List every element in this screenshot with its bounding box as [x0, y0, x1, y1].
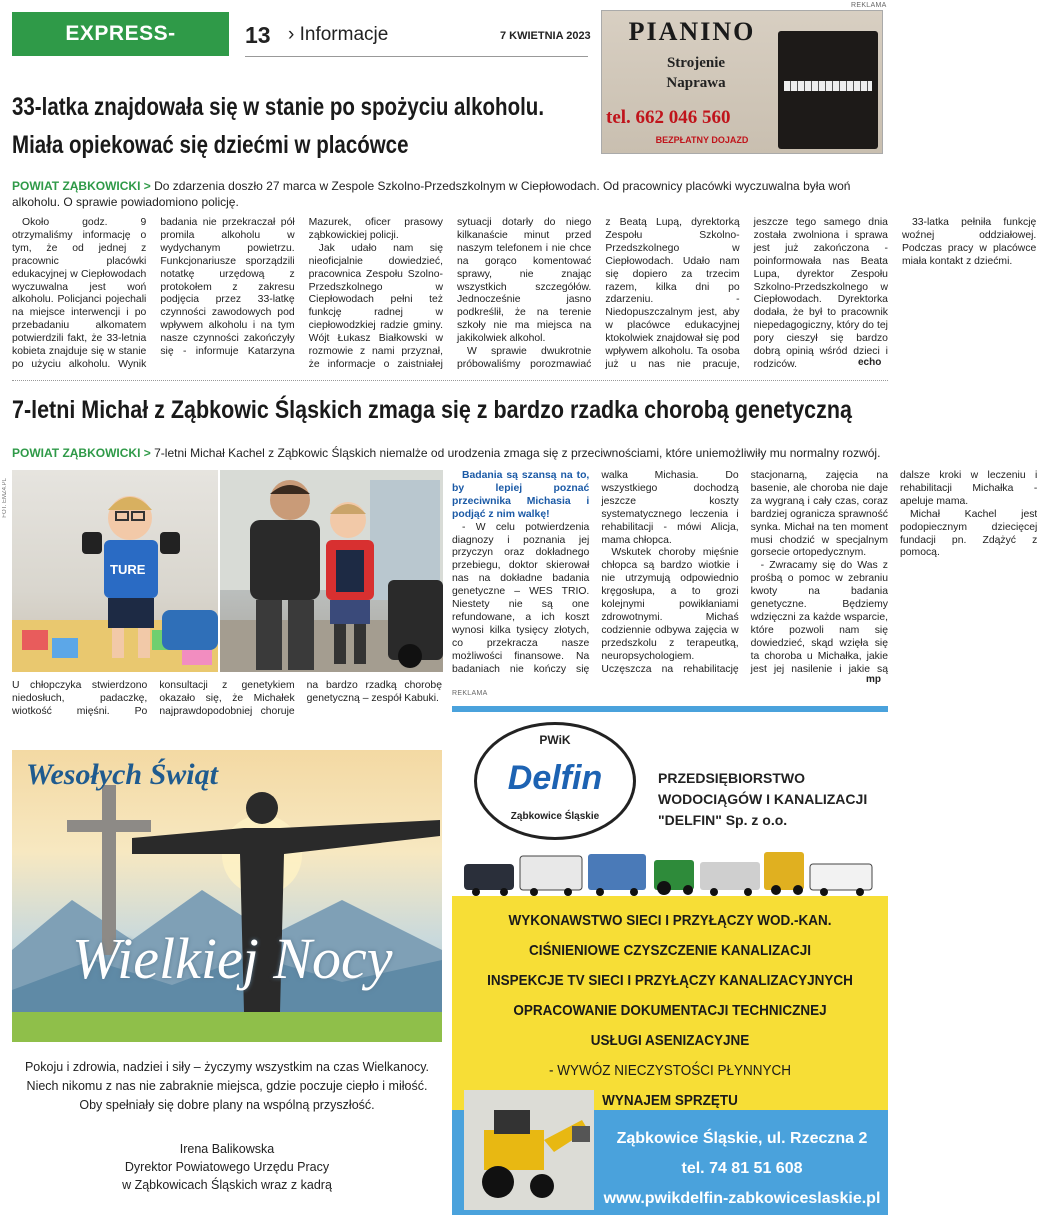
ad-label: REKLAMA	[452, 690, 488, 697]
pianino-title: PIANINO	[628, 17, 756, 46]
logo-abbr: PWiK	[539, 733, 571, 747]
photo-boy-exercising	[12, 470, 218, 672]
article2-signature: mp	[866, 674, 881, 685]
photo-boy-exercising-illustration	[12, 470, 218, 672]
company-name-line: WODOCIĄGÓW I KANALIZACJI	[658, 791, 868, 807]
ad-label: REKLAMA	[851, 2, 887, 9]
greeting-top-text: Wesołych Świąt	[26, 758, 218, 791]
company-phone: tel. 74 81 51 608	[681, 1160, 803, 1177]
article1-paragraph: W sprawie dwukrotnie próbowaliśmy porozmawiać z Beatą Lupą, dyrektorką Zespołu Szkolno-Przedszkolnego w Ciepłowodach. Udało nam się dopiero za trzecim razem, kilka dni po zdarzeniu. - Niedopuszczalnym jest, aby w placówce edukacyjnej ktokolwiek znajdował się pod wpływem alkoholu. Ta osoba już u nas nie pracuje, jeszcze tego samego dnia została zwolniona i sprawa jest już zakończona - poinformowała nas Beata Lupa, dyrektor Zespołu Szkolno-Przedszkolnego w Ciepłowodach. Dyrektorka dodała, że był to pracownik niepedagogiczny, który do tej pory cieszył się bardzo dobrą opinią wśród dzieci i rodziców.	[456, 217, 888, 370]
article1-signature: echo	[858, 357, 882, 368]
services-list	[452, 906, 888, 1116]
article2-highlight: Badania są szansą na to, by lepiej poznać przeciwnika Michasia i podjąć z nim walkę!	[452, 470, 590, 520]
article2-tag: POWIAT ZĄBKOWICKI >	[12, 446, 151, 460]
service-item: - WYWÓZ NIECZYSTOŚCI PŁYNNYCH	[548, 1062, 792, 1079]
article2-paragraph: Wskutek choroby mięśnie chłopca są bardzo wiotkie i nie utrzymują odpowiednio kręgosłupa, a to grozi kolejnymi powikłaniami zdrowotnymi. Michaś codziennie odbywa zajęcia w przedszkolu z terapeutką, neuropsychologiem. Uczęszcza na rehabilitację stacjonarną, zajęcia na basenie, ale choroba nie daje za wygraną i cały czas, coraz bardziej ogranicza sprawność synka. Michał na ten moment musi chodzić w specjalnym gorsecie ortopedycznym.	[601, 470, 888, 675]
article1-paragraph: 33-latka pełniła funkcję woźnej oddziałowej. Podczas pracy w placówce miała kontakt z dziećmi.	[901, 217, 1037, 267]
page-number: 13	[245, 22, 271, 48]
photo-boy-with-therapist-illustration	[220, 470, 443, 672]
signature-org: w Ząbkowicach Śląskich wraz z kadrą	[122, 1178, 332, 1192]
company-name	[658, 768, 867, 831]
wish-line: Pokoju i zdrowia, nadziei i siły – życzymy wszystkim na czas Wielkanocy.	[24, 1060, 430, 1074]
contact-info	[602, 1124, 882, 1214]
easter-signature	[12, 1140, 442, 1194]
article-divider	[12, 380, 888, 381]
pianino-phone: tel. 662 046 560	[606, 107, 731, 128]
article1-paragraph: Około godz. 9 otrzymaliśmy informację o tym, że od jednej z pracownic placówki edukacyjnej w Ciepłowodach wyczuwalna jest woń alkoholu. Policjanci pojechali na miejsce interwencji i po przebadaniu alkomatem potwierdzili fakt, że 33-letnia kobieta znajduje się w stanie po użyciu alkoholu. Wynik badania nie przekraczał pół promila alkoholu w wydychanym powietrzu. Funkcjonariusze sporządzili notatkę urzędową z protokołem z zakresu podjęcia przez 33-latkę czynności zawodowych pod wpływem alkoholu i na tym nasze czynności zakończyły się - informuje Katarzyna Mazurek, oficer prasowy ząbkowickiej policji.	[12, 217, 443, 370]
article2-headline: 7-letni Michał z Ząbkowic Śląskich zmaga się z bardzo rzadka chorobą genetyczną	[12, 396, 852, 424]
photo-credit: FOT. EMZ4.PL	[2, 478, 8, 518]
company-address: Ząbkowice Śląskie, ul. Rzeczna 2	[616, 1130, 868, 1147]
article1-lead-text: Do zdarzenia doszło 27 marca w Zespole Szkolno-Przedszkolnym w Ciepłowodach. Od pracownicy placówki wyczuwalna była woń alkoholu. O sprawie powiadomiono policję.	[12, 179, 851, 209]
section-name: › Informacje	[288, 24, 389, 45]
article1-headline-line2: Miała opiekować się dziećmi w placówce	[12, 131, 409, 159]
article2-lead-text: 7-letni Michał Kachel z Ząbkowic Śląskich niemalże od urodzenia zmaga się z przeciwnościami, które uniemożliwiły mu normalny rozwój.	[150, 446, 881, 460]
service-item: OPRACOWANIE DOKUMENTACJI TECHNICZNEJ	[513, 1002, 827, 1019]
pianino-service-1: Strojenie	[666, 55, 726, 71]
wish-line: Niech nikomu z nas nie zabraknie miejsca, gdzie poczuje ciepło i miłość.	[26, 1079, 428, 1093]
piano-keys-icon	[784, 81, 872, 91]
issue-date: 7 KWIETNIA 2023	[500, 30, 591, 42]
article2-paragraph: - W celu potwierdzenia diagnozy i poznania jej przyczyn oraz dokładnego przebiegu, doktor skierował nas na dokładne badania genetyczne – WES TRIO. Niestety nie są one refundowane, a ich koszt wynosi kilka tysięcy złotych, co przekracza nasze możliwości finansowe. Na badaniach nie kończy się walka Michasia. Do wszystkiego dochodzą jeszcze koszty systematycznego leczenia i rehabilitacji - mówi Alicja, mama chłopca.	[452, 470, 739, 675]
company-name-line: PRZEDSIĘBIORSTWO	[658, 770, 806, 786]
signature-role: Dyrektor Powiatowego Urzędu Pracy	[124, 1160, 330, 1174]
greeting-bottom-text: Wielkiej Nocy	[72, 926, 393, 991]
service-item: USŁUGI ASENIZACYJNE	[590, 1032, 750, 1049]
pianino-note: BEZPŁATNY DOJAZD	[655, 135, 749, 145]
pianino-advert	[601, 10, 883, 154]
article2-paragraph: - Zwracamy się do Was z prośbą o pomoc w zebraniu kwoty na badania genetyczne. Będziemy wdzięczni za każde wsparcie, które pozwoli nam się dowiedzieć, skąd wzięła się ta choroba u Michałka, jakie jest jej nasilenie i jakie są dalsze kroki w leczeniu i rehabilitacji Michałka - apeluje mama.	[750, 470, 1037, 675]
header-rule	[245, 56, 588, 57]
vehicle-fleet-icon	[464, 846, 876, 896]
logo-city: Ząbkowice Śląskie	[510, 811, 600, 822]
masthead-brand: EXPRESS-MIEJSKI.PL	[12, 12, 229, 56]
signature-name: Irena Balikowska	[179, 1142, 275, 1156]
photo-caption: U chłopczyka stwierdzono niedosłuch, padaczkę, wiotkość mięśni. Po konsultacji z genetykiem okazało się, że Michałek najprawdopodobniej choruje na bardzo rzadką chorobę genetyczną – zespół Kabuki.	[12, 680, 442, 717]
ad-header	[452, 712, 888, 852]
article2-body	[452, 470, 1037, 688]
service-item: INSPEKCJE TV SIECI I PRZYŁĄCZY KANALIZACYJNYCH	[487, 972, 853, 989]
article1-headline-line1: 33-latka znajdowała się w stanie po spożyciu alkoholu.	[12, 93, 545, 121]
easter-wishes	[12, 1058, 442, 1115]
company-website[interactable]: www.pwikdelfin-zabkowiceslaskie.pl	[603, 1190, 881, 1207]
article2-lead	[12, 445, 888, 461]
article1-tag: POWIAT ZĄBKOWICKI >	[12, 179, 151, 193]
article2-paragraph: Michał Kachel jest podopiecznym dziecięcej fundacji pn. Zdążyć z pomocą.	[899, 508, 1037, 559]
service-item: WYKONAWSTWO SIECI I PRZYŁĄCZY WOD.-KAN.	[508, 912, 832, 929]
service-item: WYNAJEM SPRZĘTU	[602, 1092, 738, 1109]
pianino-service-2: Naprawa	[666, 75, 726, 91]
article1-lead	[12, 178, 888, 210]
delfin-advert	[452, 700, 888, 1215]
company-name-line: "DELFIN" Sp. z o.o.	[658, 812, 788, 828]
excavator-icon	[464, 1090, 594, 1210]
shirt-print: TURE	[110, 562, 146, 577]
article1-headline	[12, 88, 594, 164]
delfin-logo	[474, 722, 636, 840]
service-item: CIŚNIENIOWE CZYSZCZENIE KANALIZACJI	[528, 942, 812, 959]
logo-name: Delfin	[507, 759, 603, 797]
photo-boy-with-therapist	[220, 470, 443, 672]
easter-greeting-image	[12, 750, 442, 1042]
wish-line: Oby spełniały się dobre plany na wspólną przyszłość.	[79, 1098, 375, 1112]
article1-body	[12, 217, 1037, 373]
easter-illustration	[12, 750, 442, 1042]
article1-paragraph: Jak udało nam się nieoficjalnie dowiedzieć, pracownica Zespołu Szolno-Przedszkolnego w Ciepłowodach pełni też funkcję radnej w ciepłowodzkiej radzie gminy. Wójt Łukasz Białkowski w rozmowie z nami przyznał, że informacje o zaistniałej sytuacji dotarły do niego kilkanaście minut przed naszym telefonem i nie chce na gorąco komentować sprawy, nie znając wszystkich szczegółów. Jednocześnie jasno podkreślił, że na terenie szkoły nie ma miejsca na jakikolwiek alkohol.	[308, 217, 592, 370]
